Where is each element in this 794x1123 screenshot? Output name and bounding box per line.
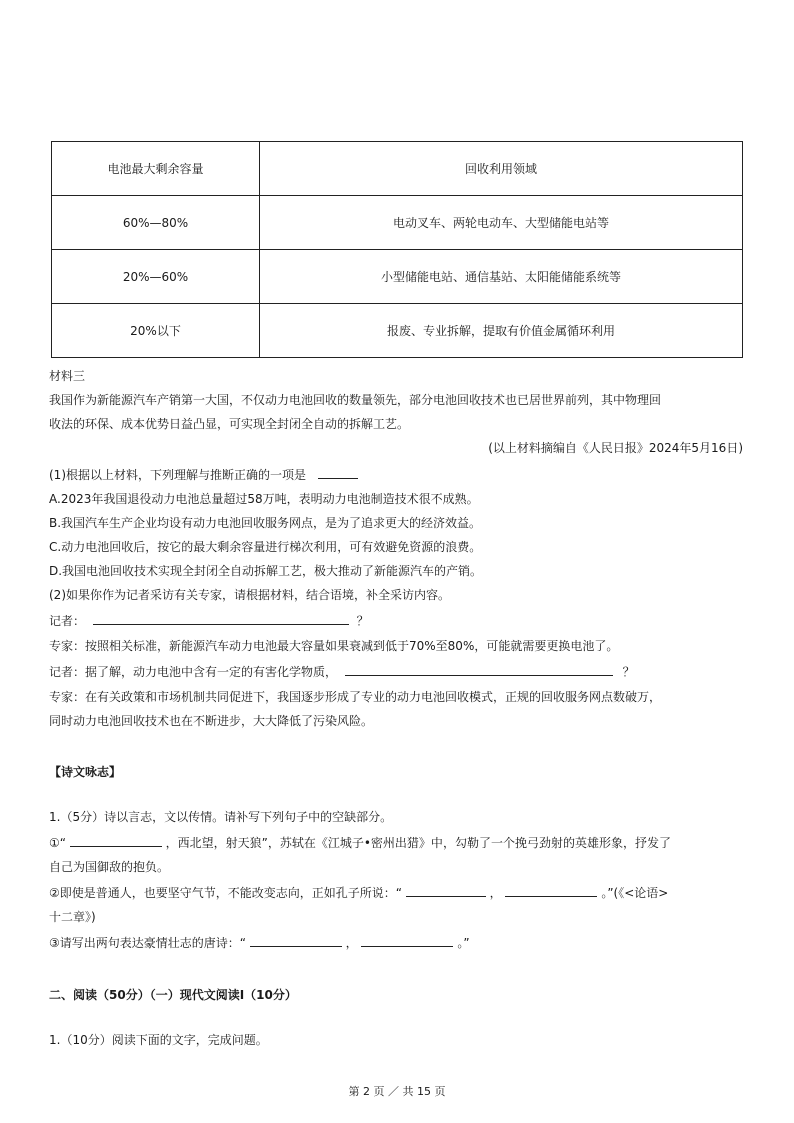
answer-blank[interactable] — [318, 466, 358, 479]
expert-answer-2-line: 同时动力电池回收技术也在不断进步，大大降低了污染风险。 — [49, 714, 374, 728]
table-cell: 报废、专业拆解，提取有价值金属循环利用 — [260, 304, 743, 358]
page-footer: 第 2 页 ／ 共 15 页 — [348, 1085, 446, 1098]
question-mark: ？ — [622, 665, 635, 679]
table-header-cell: 回收利用领域 — [260, 142, 743, 196]
material3-title: 材料三 — [49, 369, 86, 383]
table-cell: 电动叉车、两轮电动车、大型储能电站等 — [260, 196, 743, 250]
item-3-text: ③请写出两句表达豪情壮志的唐诗：“ — [49, 936, 246, 950]
answer-blank[interactable] — [70, 834, 162, 847]
option-a: A.2023年我国退役动力电池总量超过58万吨，表明动力电池制造技术很不成熟。 — [49, 492, 479, 506]
question-1-text: (1)根据以上材料，下列理解与推断正确的一项是 — [49, 468, 306, 482]
option-b: B.我国汽车生产企业均设有动力电池回收服务网点，是为了追求更大的经济效益。 — [49, 516, 482, 530]
poetry-item-1-cont: 自己为国御敌的抱负。 — [49, 860, 170, 874]
reporter-question-1 — [49, 612, 749, 629]
table-cell: 20%—60% — [52, 250, 260, 304]
poetry-item-2 — [49, 884, 749, 901]
answer-blank[interactable] — [361, 934, 453, 947]
table-row — [52, 196, 743, 250]
expert-answer-1: 专家：按照相关标准，新能源汽车动力电池最大容量如果衰减到低于70%至80%，可能就需要更换电池了。 — [49, 639, 619, 653]
poetry-question-stem: 1.（5分）诗以言志，文以传情。请补写下列句子中的空缺部分。 — [49, 810, 393, 824]
table-row — [52, 250, 743, 304]
option-d: D.我国电池回收技术实现全封闭全自动拆解工艺，极大推动了新能源汽车的产销。 — [49, 564, 483, 578]
material3-source: (以上材料摘编自《人民日报》2024年5月16日) — [488, 441, 743, 455]
section-2-heading: 二、阅读（50分）（一）现代文阅读Ⅰ（10分） — [49, 988, 297, 1002]
answer-blank[interactable] — [505, 884, 597, 897]
item-1-text: ，西北望，射天狼”，苏轼在《江城子•密州出猎》中，勾勒了一个挽弓劲射的英雄形象，抒发了 — [165, 836, 671, 850]
reporter-label: 记者： — [49, 614, 86, 628]
expert-answer-2-line: 专家：在有关政策和市场机制共同促进下，我国逐步形成了专业的动力电池回收模式，正规的回收服务网点数破万， — [49, 690, 662, 704]
material3-paragraph-line: 我国作为新能源汽车产销第一大国，不仅动力电池回收的数量领先，部分电池回收技术也已居世界前列，其中物理回 — [49, 393, 662, 407]
poetry-item-1 — [49, 834, 749, 851]
item-2-text: ②即使是普通人，也要坚守气节，不能改变志向，正如孔子所说：“ — [49, 886, 402, 900]
answer-blank[interactable] — [345, 663, 613, 676]
answer-blank[interactable] — [93, 612, 349, 625]
comma: ， — [489, 886, 502, 900]
poetry-item-2-cont: 十二章》) — [49, 910, 96, 924]
answer-blank[interactable] — [250, 934, 342, 947]
table-header-row — [52, 142, 743, 196]
table-cell: 20%以下 — [52, 304, 260, 358]
section-2-question-stem: 1.（10分）阅读下面的文字，完成问题。 — [49, 1033, 268, 1047]
poetry-section-heading: 【诗文咏志】 — [49, 765, 122, 779]
battery-recycling-table — [51, 141, 743, 358]
reporter-question-2 — [49, 663, 749, 680]
item-1-prefix: ①“ — [49, 836, 66, 850]
reporter-text: 记者：据了解，动力电池中含有一定的有害化学物质， — [49, 665, 338, 679]
answer-blank[interactable] — [406, 884, 486, 897]
item-2-source: 。”(《<论语> — [601, 886, 669, 900]
closing-quote: 。” — [457, 936, 470, 950]
table-row — [52, 304, 743, 358]
table-header-cell: 电池最大剩余容量 — [52, 142, 260, 196]
question-1-stem — [49, 466, 749, 483]
question-mark: ？ — [356, 614, 369, 628]
comma: ， — [345, 936, 358, 950]
table-cell: 60%—80% — [52, 196, 260, 250]
option-c: C.动力电池回收后，按它的最大剩余容量进行梯次利用，可有效避免资源的浪费。 — [49, 540, 482, 554]
material3-paragraph-line: 收法的环保、成本优势日益凸显，可实现全封闭全自动的拆解工艺。 — [49, 417, 410, 431]
table-cell: 小型储能电站、通信基站、太阳能储能系统等 — [260, 250, 743, 304]
poetry-item-3 — [49, 934, 749, 951]
question-2-stem: (2)如果你作为记者采访有关专家，请根据材料，结合语境，补全采访内容。 — [49, 588, 451, 602]
